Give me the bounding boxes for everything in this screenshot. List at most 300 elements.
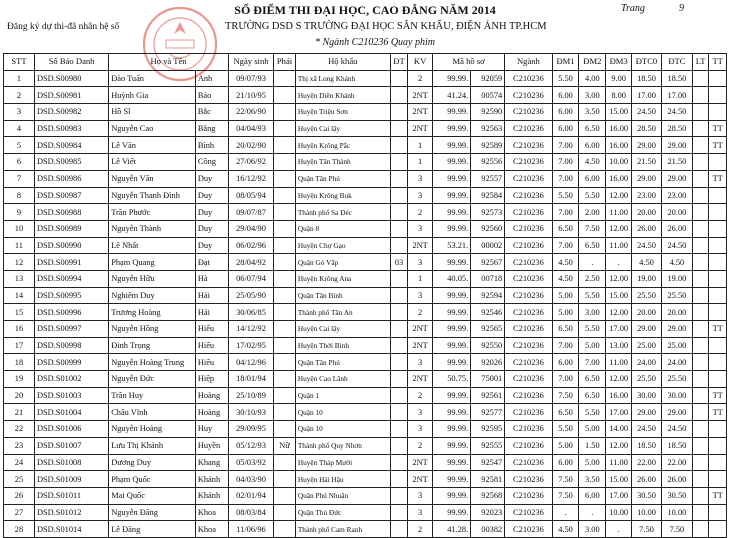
cell-surname: Trần Huy [109, 387, 196, 404]
cell-birth-date: 14/12/92 [228, 321, 273, 338]
cell-file-prefix: 99.99. [433, 321, 471, 338]
cell-priority [390, 437, 408, 454]
cell-priority [390, 421, 408, 438]
cell-file-prefix: 99.99. [433, 187, 471, 204]
cell-gender [274, 220, 296, 237]
cell-candidate-id: DSD.S01012 [34, 504, 108, 521]
cell-stt: 23 [4, 437, 35, 454]
cell-score-2: 3.00 [579, 521, 606, 538]
cell-total-raw: 25.50 [632, 371, 662, 388]
cell-priority [390, 154, 408, 171]
cell-surname: Trương Hoàng [109, 304, 196, 321]
cell-given-name: Duy [195, 220, 228, 237]
cell-total-raw: 7.50 [632, 521, 662, 538]
cell-lt [692, 471, 709, 488]
cell-gender [274, 237, 296, 254]
col-header-score-1: ĐM1 [552, 54, 579, 71]
col-header-stt: STT [4, 54, 35, 71]
cell-score-2: 3.00 [579, 87, 606, 104]
cell-lt [692, 254, 709, 271]
cell-birth-date: 29/09/95 [228, 421, 273, 438]
cell-given-name: Huyền [195, 437, 228, 454]
cell-birth-date: 16/12/92 [228, 170, 273, 187]
cell-score-1: 7.50 [552, 487, 579, 504]
cell-candidate-id: DSD.S00983 [34, 120, 108, 137]
cell-stt: 21 [4, 404, 35, 421]
cell-major-code: C210236 [505, 87, 552, 104]
cell-stt: 8 [4, 187, 35, 204]
cell-residence: Thành phố Quy Nhơn [295, 437, 390, 454]
col-header-score-3: ĐM3 [606, 54, 632, 71]
cell-stt: 22 [4, 421, 35, 438]
cell-total: 17.00 [661, 87, 692, 104]
cell-region: 1 [408, 154, 433, 171]
cell-tt [709, 304, 727, 321]
cell-surname: Đào Tuấn [109, 70, 196, 87]
cell-stt: 15 [4, 304, 35, 321]
cell-stt: 16 [4, 321, 35, 338]
table-row [4, 70, 727, 87]
cell-file-code: 92026 [471, 354, 505, 371]
cell-lt [692, 337, 709, 354]
cell-tt [709, 187, 727, 204]
cell-birth-date: 04/12/96 [228, 354, 273, 371]
cell-surname: Mai Quốc [109, 487, 196, 504]
cell-priority [390, 371, 408, 388]
cell-region: 2NT [408, 87, 433, 104]
cell-surname: Châu Vĩnh [109, 404, 196, 421]
cell-residence: Huyện Krông Pắc [295, 137, 390, 154]
cell-given-name: Khánh [195, 487, 228, 504]
table-row [4, 104, 727, 121]
cell-total: 4.50 [661, 254, 692, 271]
cell-residence: Huyện Thới Bình [295, 337, 390, 354]
cell-major-code: C210236 [505, 104, 552, 121]
cell-total: 29.00 [661, 170, 692, 187]
cell-total: 26.00 [661, 220, 692, 237]
cell-major-code: C210236 [505, 387, 552, 404]
cell-major-code: C210236 [505, 471, 552, 488]
cell-birth-date: 06/07/94 [228, 270, 273, 287]
cell-total-raw: 29.00 [632, 137, 662, 154]
page-number: 9 [679, 3, 684, 14]
cell-given-name: Công [195, 154, 228, 171]
cell-surname: Nguyễn Thành [109, 220, 196, 237]
cell-file-code: 00382 [471, 521, 505, 538]
cell-candidate-id: DSD.S01014 [34, 521, 108, 538]
registration-label: Đăng ký dự thi-đã nhân hệ số [7, 22, 120, 32]
cell-given-name: Duy [195, 187, 228, 204]
cell-tt [709, 87, 727, 104]
table-row [4, 287, 727, 304]
cell-given-name: Anh [195, 70, 228, 87]
cell-total: 19.00 [661, 270, 692, 287]
cell-birth-date: 06/02/96 [228, 237, 273, 254]
cell-given-name: Hiếu [195, 337, 228, 354]
cell-birth-date: 27/06/92 [228, 154, 273, 171]
cell-given-name: Hiếu [195, 354, 228, 371]
cell-total-raw: 24.50 [632, 104, 662, 121]
cell-priority [390, 104, 408, 121]
cell-surname: Trần Phước [109, 204, 196, 221]
cell-total-raw: 25.00 [632, 337, 662, 354]
cell-tt [709, 70, 727, 87]
cell-major-code: C210236 [505, 487, 552, 504]
col-header-surname: Họ và Tên [109, 54, 229, 71]
cell-birth-date: 29/04/90 [228, 220, 273, 237]
cell-gender [274, 471, 296, 488]
cell-score-1: 7.00 [552, 371, 579, 388]
cell-tt [709, 504, 727, 521]
table-row [4, 254, 727, 271]
cell-score-3: 16.00 [606, 170, 632, 187]
cell-total-raw: 4.50 [632, 254, 662, 271]
cell-total: 20.00 [661, 304, 692, 321]
cell-score-3: 17.00 [606, 487, 632, 504]
cell-lt [692, 354, 709, 371]
cell-total-raw: 18.50 [632, 70, 662, 87]
cell-residence: Thị xã Long Khánh [295, 70, 390, 87]
cell-file-prefix: 99.99. [433, 70, 471, 87]
cell-total: 24.50 [661, 237, 692, 254]
cell-residence: Huyện Hải Hậu [295, 471, 390, 488]
cell-surname: Nghiêm Duy [109, 287, 196, 304]
cell-residence: Thành phố Sa Đéc [295, 204, 390, 221]
cell-priority [390, 270, 408, 287]
cell-tt [709, 337, 727, 354]
cell-given-name: Hiệp [195, 371, 228, 388]
cell-major-code: C210236 [505, 454, 552, 471]
cell-residence: Thành phố Cam Ranh [295, 521, 390, 538]
col-header-tt: TT [709, 54, 727, 71]
cell-file-code: 92573 [471, 204, 505, 221]
cell-lt [692, 70, 709, 87]
table-row [4, 87, 727, 104]
table-row [4, 487, 727, 504]
cell-gender [274, 154, 296, 171]
cell-priority [390, 220, 408, 237]
cell-candidate-id: DSD.S00989 [34, 220, 108, 237]
cell-tt [709, 204, 727, 221]
cell-score-2: 2.00 [579, 204, 606, 221]
cell-stt: 20 [4, 387, 35, 404]
cell-total-raw: 20.00 [632, 304, 662, 321]
cell-residence: Quận Gò Vấp [295, 254, 390, 271]
cell-file-code: 92563 [471, 120, 505, 137]
cell-gender [274, 204, 296, 221]
cell-region: 2NT [408, 120, 433, 137]
cell-tt [709, 237, 727, 254]
table-row [4, 421, 727, 438]
cell-total: 29.00 [661, 321, 692, 338]
cell-major-code: C210236 [505, 521, 552, 538]
cell-file-code: 92547 [471, 454, 505, 471]
cell-score-2: 5.50 [579, 287, 606, 304]
cell-total-raw: 22.00 [632, 454, 662, 471]
cell-file-prefix: 99.99. [433, 287, 471, 304]
cell-tt [709, 454, 727, 471]
cell-lt [692, 304, 709, 321]
cell-lt [692, 454, 709, 471]
cell-birth-date: 05/03/92 [228, 454, 273, 471]
cell-score-3: 9.00 [606, 70, 632, 87]
cell-score-2: 6.00 [579, 137, 606, 154]
cell-lt [692, 504, 709, 521]
cell-region: 3 [408, 287, 433, 304]
cell-file-prefix: 99.99. [433, 137, 471, 154]
cell-priority [390, 487, 408, 504]
cell-residence: Quận Tân Bình [295, 287, 390, 304]
cell-file-prefix: 99.99. [433, 487, 471, 504]
cell-stt: 13 [4, 270, 35, 287]
cell-file-code: 92584 [471, 187, 505, 204]
cell-candidate-id: DSD.S01011 [34, 487, 108, 504]
cell-file-prefix: 99.99. [433, 254, 471, 271]
cell-tt [709, 437, 727, 454]
cell-priority [390, 504, 408, 521]
cell-region: 3 [408, 404, 433, 421]
cell-given-name: Khánh [195, 471, 228, 488]
cell-major-code: C210236 [505, 270, 552, 287]
cell-score-2: 6.50 [579, 387, 606, 404]
table-row [4, 154, 727, 171]
cell-birth-date: 22/06/90 [228, 104, 273, 121]
cell-candidate-id: DSD.S01006 [34, 421, 108, 438]
cell-tt [709, 104, 727, 121]
cell-gender: Nữ [274, 437, 296, 454]
col-header-region: KV [408, 54, 433, 71]
cell-total: 7.50 [661, 521, 692, 538]
cell-score-3: 12.00 [606, 220, 632, 237]
cell-residence: Huyện Krông Ana [295, 270, 390, 287]
cell-gender [274, 287, 296, 304]
cell-file-prefix: 99.99. [433, 437, 471, 454]
cell-score-2: 6.50 [579, 120, 606, 137]
cell-priority [390, 137, 408, 154]
major-line: * Ngành C210236 Quay phim [315, 37, 435, 48]
cell-birth-date: 18/01/94 [228, 371, 273, 388]
cell-lt [692, 421, 709, 438]
table-row [4, 387, 727, 404]
cell-lt [692, 437, 709, 454]
cell-candidate-id: DSD.S00985 [34, 154, 108, 171]
cell-score-1: 4.50 [552, 270, 579, 287]
cell-file-prefix: 41.28. [433, 521, 471, 538]
cell-file-prefix: 99.99. [433, 204, 471, 221]
cell-gender [274, 487, 296, 504]
cell-score-1: 5.00 [552, 287, 579, 304]
cell-given-name: Khoa [195, 504, 228, 521]
cell-tt: TT [709, 387, 727, 404]
cell-score-3: 15.00 [606, 471, 632, 488]
cell-lt [692, 287, 709, 304]
cell-file-code: 92595 [471, 421, 505, 438]
cell-candidate-id: DSD.S01003 [34, 387, 108, 404]
table-row [4, 204, 727, 221]
cell-score-3: . [606, 254, 632, 271]
col-header-major-code: Ngành [505, 54, 552, 71]
cell-gender [274, 454, 296, 471]
cell-surname: Nguyễn Hoàng [109, 421, 196, 438]
cell-region: 2NT [408, 371, 433, 388]
cell-file-code: 92023 [471, 504, 505, 521]
cell-lt [692, 270, 709, 287]
cell-gender [274, 137, 296, 154]
school-line: TRƯỜNG DSD S TRƯỜNG ĐẠI HỌC SÂN KHẤU, ĐIỆN ẢNH TP.HCM [225, 21, 547, 32]
cell-priority [390, 387, 408, 404]
cell-gender [274, 521, 296, 538]
cell-lt [692, 204, 709, 221]
cell-given-name: Hải [195, 304, 228, 321]
cell-score-2: 7.00 [579, 354, 606, 371]
cell-stt: 14 [4, 287, 35, 304]
cell-birth-date: 08/05/94 [228, 187, 273, 204]
cell-given-name: Hải [195, 287, 228, 304]
table-row [4, 137, 727, 154]
cell-gender [274, 70, 296, 87]
cell-lt [692, 371, 709, 388]
table-row [4, 120, 727, 137]
cell-surname: Nguyễn Văn [109, 170, 196, 187]
table-row [4, 437, 727, 454]
cell-total-raw: 23.00 [632, 187, 662, 204]
cell-score-1: 6.00 [552, 87, 579, 104]
cell-file-prefix: 50.75. [433, 371, 471, 388]
cell-score-1: 7.00 [552, 154, 579, 171]
cell-score-3: 14.00 [606, 421, 632, 438]
cell-birth-date: 25/05/90 [228, 287, 273, 304]
cell-score-3: 12.00 [606, 187, 632, 204]
cell-given-name: Khang [195, 454, 228, 471]
cell-stt: 28 [4, 521, 35, 538]
cell-given-name: Hoàng [195, 404, 228, 421]
cell-major-code: C210236 [505, 187, 552, 204]
cell-gender [274, 120, 296, 137]
cell-region: 2NT [408, 471, 433, 488]
cell-tt [709, 354, 727, 371]
cell-file-code: 75001 [471, 371, 505, 388]
table-row [4, 321, 727, 338]
cell-birth-date: 11/06/96 [228, 521, 273, 538]
cell-score-2: 3.00 [579, 304, 606, 321]
cell-total-raw: 10.00 [632, 504, 662, 521]
cell-tt [709, 371, 727, 388]
cell-file-code: 92059 [471, 70, 505, 87]
cell-score-1: 5.50 [552, 70, 579, 87]
cell-candidate-id: DSD.S00994 [34, 270, 108, 287]
cell-lt [692, 404, 709, 421]
cell-total-raw: 24.00 [632, 354, 662, 371]
cell-score-3: 16.00 [606, 137, 632, 154]
col-header-score-2: ĐM2 [579, 54, 606, 71]
cell-region: 2NT [408, 337, 433, 354]
cell-tt: TT [709, 487, 727, 504]
cell-stt: 6 [4, 154, 35, 171]
cell-stt: 24 [4, 454, 35, 471]
cell-gender [274, 104, 296, 121]
cell-residence: Huyện Chợ Gạo [295, 237, 390, 254]
cell-lt [692, 220, 709, 237]
table-row [4, 454, 727, 471]
cell-score-1: 7.50 [552, 471, 579, 488]
cell-total-raw: 21.50 [632, 154, 662, 171]
cell-total-raw: 20.00 [632, 204, 662, 221]
cell-lt [692, 187, 709, 204]
cell-file-prefix: 99.99. [433, 404, 471, 421]
table-row [4, 237, 727, 254]
cell-score-2: 1.50 [579, 437, 606, 454]
cell-major-code: C210236 [505, 220, 552, 237]
cell-given-name: Hiếu [195, 321, 228, 338]
cell-score-3: 10.00 [606, 154, 632, 171]
cell-file-code: 92568 [471, 487, 505, 504]
cell-birth-date: 20/02/90 [228, 137, 273, 154]
cell-total-raw: 30.00 [632, 387, 662, 404]
cell-priority [390, 120, 408, 137]
cell-given-name: Huy [195, 421, 228, 438]
cell-candidate-id: DSD.S01009 [34, 471, 108, 488]
page-title: SỔ ĐIỂM THI ĐẠI HỌC, CAO ĐẲNG NĂM 2014 [234, 3, 496, 17]
cell-total-raw: 29.00 [632, 404, 662, 421]
cell-score-1: 6.00 [552, 454, 579, 471]
cell-birth-date: 04/04/93 [228, 120, 273, 137]
cell-stt: 2 [4, 87, 35, 104]
cell-stt: 19 [4, 371, 35, 388]
cell-residence: Quận Phú Nhuận [295, 487, 390, 504]
cell-given-name: Khoa [195, 521, 228, 538]
table-row [4, 471, 727, 488]
cell-total-raw: 17.00 [632, 87, 662, 104]
cell-birth-date: 30/06/85 [228, 304, 273, 321]
cell-score-2: 5.00 [579, 454, 606, 471]
cell-file-prefix: 99.99. [433, 220, 471, 237]
cell-major-code: C210236 [505, 354, 552, 371]
cell-file-prefix: 99.99. [433, 471, 471, 488]
cell-file-code: 92594 [471, 287, 505, 304]
cell-priority [390, 204, 408, 221]
cell-score-2: 6.00 [579, 487, 606, 504]
cell-major-code: C210236 [505, 204, 552, 221]
cell-region: 2 [408, 304, 433, 321]
cell-major-code: C210236 [505, 437, 552, 454]
cell-score-2: 6.00 [579, 170, 606, 187]
cell-tt: TT [709, 404, 727, 421]
cell-score-2: . [579, 504, 606, 521]
cell-file-code: 92589 [471, 137, 505, 154]
cell-priority [390, 337, 408, 354]
cell-total-raw: 30.50 [632, 487, 662, 504]
cell-priority [390, 287, 408, 304]
cell-surname: Lê Đăng [109, 521, 196, 538]
cell-region: 3 [408, 487, 433, 504]
cell-gender [274, 321, 296, 338]
cell-candidate-id: DSD.S00995 [34, 287, 108, 304]
cell-stt: 18 [4, 354, 35, 371]
cell-given-name: Bình [195, 137, 228, 154]
cell-residence: Thành phố Tân An [295, 304, 390, 321]
cell-region: 2NT [408, 104, 433, 121]
cell-score-1: 7.00 [552, 137, 579, 154]
cell-total: 21.50 [661, 154, 692, 171]
cell-score-3: 15.00 [606, 287, 632, 304]
cell-tt: TT [709, 170, 727, 187]
cell-total: 25.00 [661, 337, 692, 354]
cell-candidate-id: DSD.S00990 [34, 237, 108, 254]
cell-file-code: 92555 [471, 437, 505, 454]
cell-region: 2NT [408, 454, 433, 471]
cell-file-prefix: 99.99. [433, 304, 471, 321]
cell-file-prefix: 99.99. [433, 454, 471, 471]
